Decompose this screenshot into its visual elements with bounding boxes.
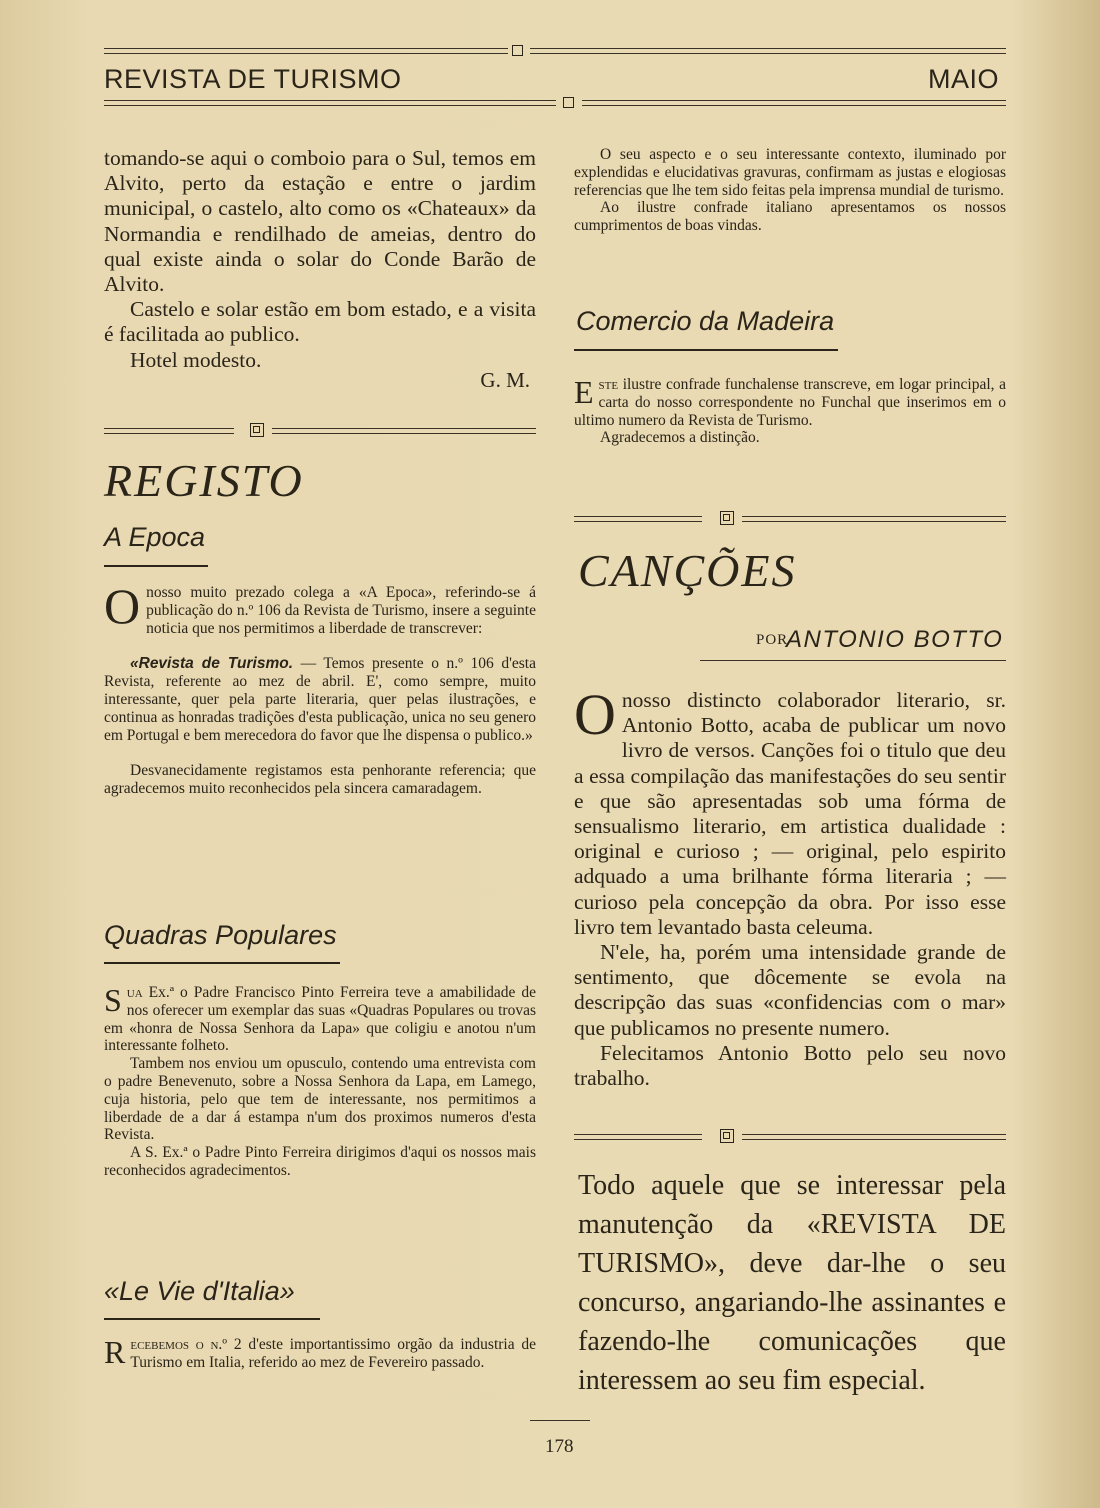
registo-title: REGISTO: [104, 455, 304, 506]
section-underline: [104, 962, 340, 964]
paragraph: Desvanecidamente registamos esta penhorante referencia; que agradecemos muito reconhecidos pela sincera camaradagem.: [104, 762, 536, 798]
quote-title: «Revista de Turismo.: [130, 655, 294, 673]
section-title-epoca: A Epoca: [104, 522, 206, 552]
section-title-madeira: Comercio da Madeira: [576, 306, 835, 336]
section-underline: [104, 1318, 320, 1320]
section-title-vie: «Le Vie d'Italia»: [104, 1276, 295, 1306]
divider-rule: [574, 516, 702, 522]
paragraph: Felecitamos Antonio Botto pelo seu novo trabalho.: [574, 1040, 1006, 1091]
quote: — Temos presente o n.º 106 d'esta Revista, referente ao mez de abril. E', como sempre, muito interessante, quer pela parte literaria, quer pelas ilustrações, e continua as honradas tradições d'esta publicação, unica no seu genero em Portugal e bem merecedora do favor que lhe dispensa o publico.»: [104, 655, 536, 744]
paragraph: º 2 d'este importantissimo orgão da industria de Turismo em Italia, referido ao mez de Fevereiro passado.: [130, 1336, 536, 1371]
ornament-square: [563, 97, 574, 108]
paragraph: N'ele, ha, porém uma intensidade grande de sentimento, que dôcemente se evola na descripção das suas «confidencias com o mar» que publicamos no presente numero.: [574, 940, 1006, 1040]
intro-text: [104, 146, 536, 373]
section-underline: [104, 565, 208, 567]
cancoes-text: [574, 682, 1006, 1091]
section-underline: [574, 349, 838, 351]
epoca-text: [104, 578, 536, 798]
page-number: 178: [545, 1436, 574, 1457]
paragraph: Tambem nos enviou um opusculo, contendo uma entrevista com o padre Benevenuto, sobre a Nossa Senhora da Lapa, em Lamego, cuja historia, pelo que tem de interessante, nos permitimos a liberdade de a dar á estampa n'um dos proximos numeros d'esta Revista.: [104, 1055, 536, 1144]
italia-continued: [574, 146, 1006, 235]
drop-cap: S: [104, 982, 122, 1018]
byline-rule: [700, 660, 1006, 661]
header-rule: [530, 48, 1006, 54]
paragraph: nosso distincto colaborador literario, sr. Antonio Botto, acaba de publicar um novo livro de versos. Canções foi o titulo que deu a essa compilação das manifestações do seu sentir e que são apresentadas sob uma fórma de sensualismo literario, em artistica dualidade : original e curioso ; — original, pelo espirito adquado a uma brilhante fórma literaria ; — curioso pela concepção da obra. Por isso esse livro tem levantado basta celeuma.: [574, 688, 1006, 939]
divider-rule: [104, 428, 234, 434]
small-caps: ecebemos o n.: [130, 1336, 223, 1353]
vie-text: [104, 1336, 536, 1372]
section-title-quadras: Quadras Populares: [104, 920, 337, 950]
page-number-rule: [530, 1420, 590, 1421]
running-head-month: MAIO: [928, 64, 1000, 94]
divider-rule: [742, 1134, 1006, 1140]
paragraph: O seu aspecto e o seu interessante contexto, iluminado por explendidas e elucidativas gravuras, confirmam as justas e elogiosas referencias que lhe tem sido feitas pela imprensa mundial de turismo.: [574, 146, 1006, 199]
small-caps: ua: [126, 984, 143, 1001]
divider-rule: [574, 1134, 702, 1140]
signature: G. M.: [480, 368, 530, 392]
paragraph: Ex.ª o Padre Francisco Pinto Ferreira teve a amabilidade de nos oferecer um exemplar das suas «Quadras Populares ou trovas em «honra de Nossa Senhora da Lapa» que coligiu e anotou n'um interessante folheto.: [104, 984, 536, 1055]
header-rule: [582, 100, 1006, 106]
paragraph: Hotel modesto.: [130, 347, 262, 372]
paragraph: nosso muito prezado colega a «A Epoca», referindo-se á publicação do n.º 106 da Revista de Turismo, insere a seguinte noticia que nos permitimos a liberdade de transcrever:: [146, 584, 536, 637]
ornament-square: [720, 511, 734, 525]
quadras-text: [104, 984, 536, 1180]
ornament-square: [250, 423, 264, 437]
running-head-title: REVISTA DE TURISMO: [104, 64, 402, 94]
paragraph: Ao ilustre confrade italiano apresentamos os nossos cumprimentos de boas vindas.: [574, 199, 1006, 235]
ornament-square: [512, 45, 523, 56]
paragraph: Agradecemos a distinção.: [600, 429, 760, 447]
madeira-text: [574, 376, 1006, 447]
paragraph: ilustre confrade funchalense transcreve, em logar principal, a carta do nosso correspondente no Funchal que inserimos em o ultimo numero da Revista de Turismo.: [574, 376, 1006, 429]
ornament-square: [720, 1129, 734, 1143]
divider-rule: [742, 516, 1006, 522]
subscription-notice: Todo aquele que se interessar pela manutenção da «REVISTA DE TURISMO», deve dar-lhe o seu concurso, angariando-lhe assinantes e fazendo-lhe comunicações que interessem ao seu fim especial.: [578, 1170, 1006, 1396]
paragraph: Castelo e solar estão em bom estado, e a visita é facilitada ao publico.: [104, 297, 536, 347]
header-rule: [104, 48, 508, 54]
paragraph: A S. Ex.ª o Padre Pinto Ferreira dirigimos d'aqui os nossos mais reconhecidos agradecimentos.: [104, 1144, 536, 1179]
header-rule: [104, 100, 556, 106]
cancoes-title: CANÇÕES: [578, 545, 797, 596]
byline-por: POR: [756, 632, 789, 648]
drop-cap: O: [104, 578, 141, 634]
paragraph: tomando-se aqui o comboio para o Sul, temos em Alvito, perto da estação e entre o jardim municipal, o castelo, alto como os «Chateaux» da Normandia e rendilhado de ameias, dentro do qual existe ainda o solar do Conde Barão de Alvito.: [104, 146, 536, 297]
small-caps: ste: [598, 376, 619, 393]
byline-author: ANTONIO BOTTO: [786, 626, 1004, 653]
divider-rule: [272, 428, 536, 434]
drop-cap: E: [574, 374, 594, 410]
drop-cap: O: [574, 682, 616, 747]
drop-cap: R: [104, 1334, 126, 1370]
